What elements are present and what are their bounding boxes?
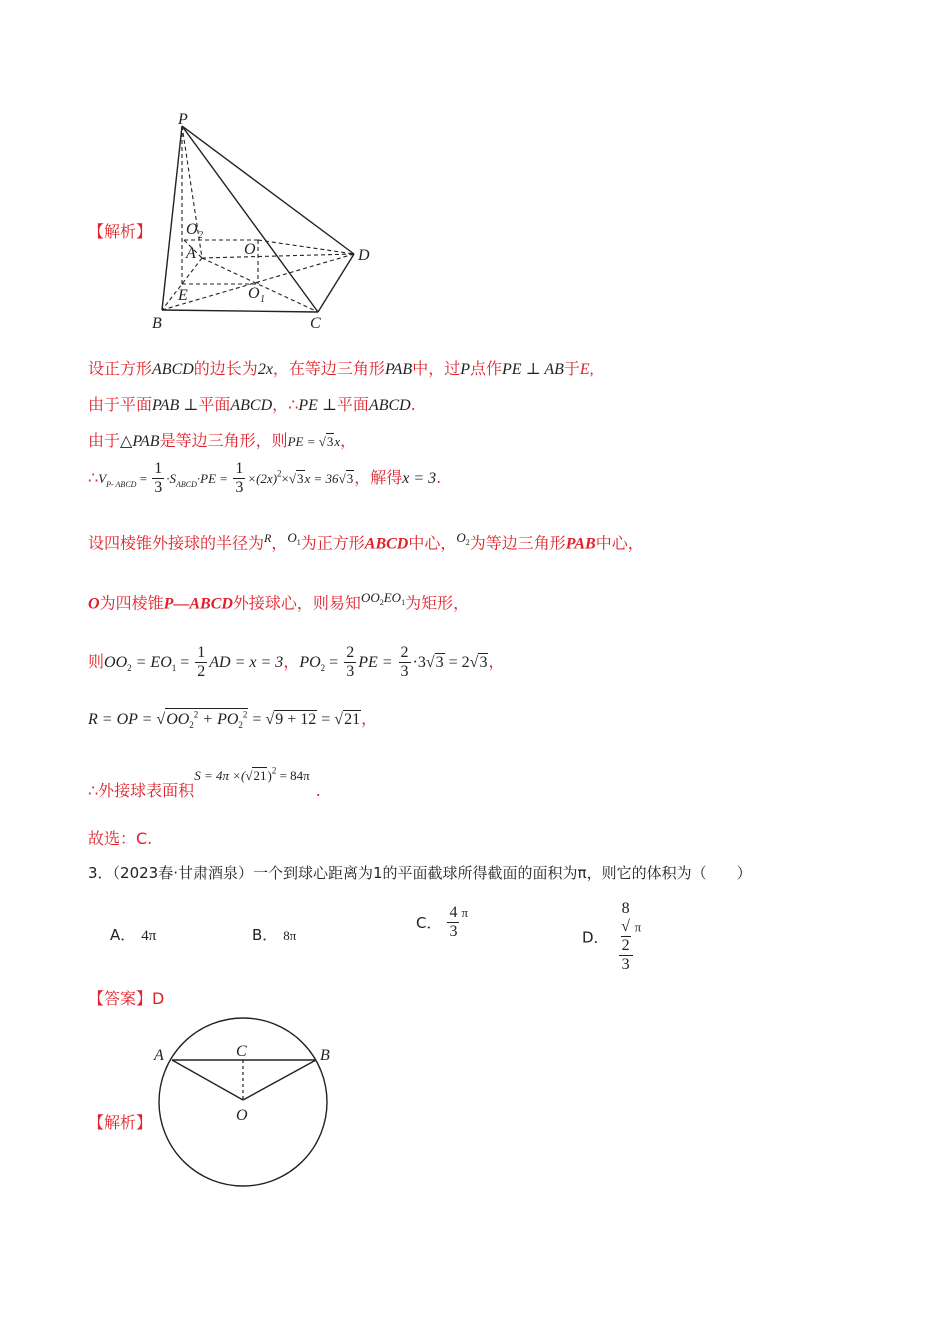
solution-line-3: 由于△PAB是等边三角形，则PE = √3x， xyxy=(88,431,357,450)
option-c[interactable]: C． $\frac{4}{3}$ π xyxy=(416,904,469,940)
label-B: B xyxy=(152,315,162,332)
option-a[interactable]: A． 4π xyxy=(110,926,157,944)
solution-line-9: ∴外接球表面积$S = 4\pi \times(√21)^2 = 84\pi$. xyxy=(88,765,321,800)
option-d[interactable]: D． 8 √ 2 3 π xyxy=(582,900,642,973)
solution-line-4: $\therefore V_{P- ABCD}$ = $\frac{1}{3}$ $\cdot S_{ABCD}\cdot PE$ = $\frac{1}{3}$ $\times(2x)^2\times√3x = 36√3$，解得x = 3. xyxy=(88,460,442,496)
solution-line-1: 设正方形ABCD的边长为2x，在等边三角形PAB中，过P点作PE ⊥ AB于E, xyxy=(88,359,594,378)
label-A: A xyxy=(154,1047,164,1064)
pyramid-figure xyxy=(140,108,380,338)
solution-line-6: O为四棱锥P—ABCD外接球心，则易知$^{OO_2EO_1}$为矩形， xyxy=(88,590,470,613)
label-O2-sub: 2 xyxy=(198,230,203,241)
question-text: （2023春·甘肃酒泉）一个到球心距离为1的平面截球所得截面的面积为π，则它的体积为（ ） xyxy=(112,864,752,882)
label-O1: O xyxy=(248,285,260,302)
solution-line-8: R = OP = $√OO_2^2 + PO_2^2 = √9 + 12 = √21$， xyxy=(88,709,378,731)
jiexi-tag-1: 【解析】 xyxy=(88,222,153,241)
solution-line-5: 设四棱锥外接球的半径为$^R$，$^{O_1}$为正方形ABCD中心，$^{O_2}$为等边三角形PAB中心， xyxy=(88,530,644,553)
label-O: O xyxy=(244,241,256,258)
label-B: B xyxy=(320,1047,330,1064)
label-E: E xyxy=(178,287,188,304)
jiexi-tag-2: 【解析】 xyxy=(88,1113,153,1132)
label-A: A xyxy=(186,245,196,262)
label-C: C xyxy=(310,315,321,332)
label-P: P xyxy=(178,111,188,128)
option-b[interactable]: B． 8π xyxy=(252,926,297,944)
label-O1-sub: 1 xyxy=(260,294,265,305)
label-D: D xyxy=(358,247,370,264)
solution-line-7: 则$OO_2 = EO_1$ = $\frac{1}{2}$ AD = x = 3，$PO_2$ = $\frac{2}{3}$ PE = $\frac{2}{3}$ ·3√3 = 2√3， xyxy=(88,644,505,680)
circle-figure xyxy=(150,1014,340,1194)
question-number: 3． xyxy=(88,864,113,882)
solution-line-2: 由于平面PAB ⊥平面ABCD，∴PE ⊥平面ABCD. xyxy=(88,395,416,414)
label-O2: O xyxy=(186,221,198,238)
answer-tag: 【答案】D xyxy=(88,989,165,1008)
conclusion-line: 故选：C. xyxy=(88,829,153,848)
label-O: O xyxy=(236,1107,248,1124)
label-C: C xyxy=(236,1043,247,1060)
question-3 xyxy=(88,862,752,883)
